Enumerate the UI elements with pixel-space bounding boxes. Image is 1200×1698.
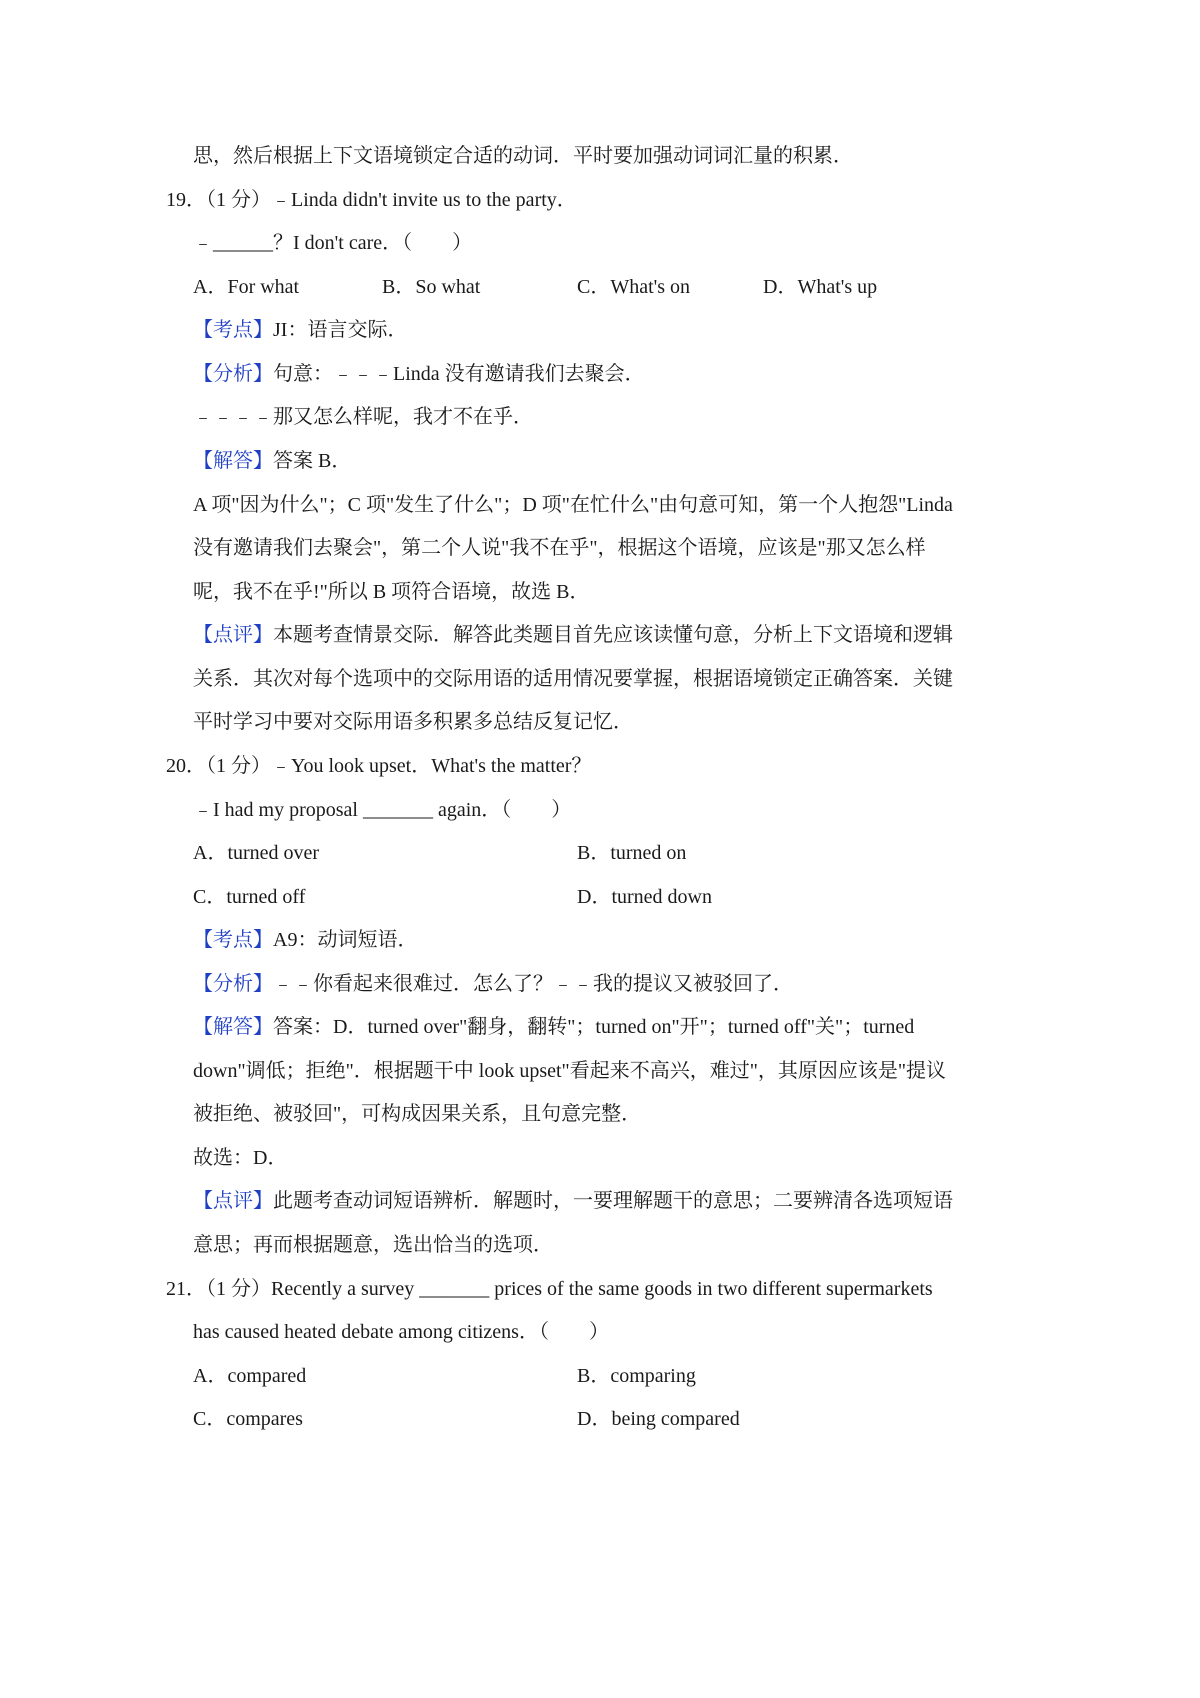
q20-fenxi — [193, 970, 793, 998]
text-line: A 项"因为什么"；C 项"发生了什么"；D 项"在忙什么"由句意可知，第一个人抱怨"Linda — [193, 494, 953, 516]
option-d: D．What's up — [763, 276, 878, 298]
text-line: 呢，我不在乎!"所以 B 项符合语境，故选 B． — [193, 581, 590, 603]
option-b: B．comparing — [577, 1365, 696, 1387]
text-line: 意思；再而根据题意，选出恰当的选项． — [193, 1234, 553, 1256]
option-b: B．So what — [382, 276, 481, 298]
fenxi-text: 句意：﹣﹣﹣Linda 没有邀请我们去聚会． — [273, 363, 645, 385]
option-d: D．turned down — [577, 886, 712, 908]
question-20-stem: 20．（1 分）﹣You look upset．What's the matter？ — [166, 755, 592, 777]
kaodian-tag: 【考点】 — [193, 319, 273, 341]
question-19-stem: 19．（1 分）﹣Linda didn't invite us to the party． — [166, 189, 577, 211]
text-line: 没有邀请我们去聚会"，第二个人说"我不在乎"，根据这个语境，应该是"那又怎么样 — [193, 537, 926, 559]
q20-jieda — [193, 1013, 914, 1041]
option-a: A．turned over — [193, 842, 320, 864]
dianping-tag: 【点评】 — [193, 624, 273, 646]
dianping-text: 本题考查情景交际．解答此类题目首先应该读懂句意，分析上下文语境和逻辑 — [273, 624, 953, 646]
q19-kaodian — [193, 316, 407, 344]
kaodian-tag: 【考点】 — [193, 929, 273, 951]
text-line: down"调低；拒绝"．根据题干中 look upset"看起来不高兴，难过"，其原因应该是"提议 — [193, 1060, 947, 1082]
text-line: ﹣﹣﹣﹣那又怎么样呢，我才不在乎． — [193, 406, 533, 428]
text-line: 关系．其次对每个选项中的交际用语的适用情况要掌握，根据语境锁定正确答案．关键 — [193, 668, 953, 690]
q19-fenxi — [193, 360, 645, 388]
fenxi-text: ﹣﹣你看起来很难过．怎么了？﹣﹣我的提议又被驳回了． — [273, 973, 793, 995]
jieda-text: 答案 B． — [273, 450, 352, 472]
text-line: 平时学习中要对交际用语多积累多总结反复记忆． — [193, 711, 633, 733]
question-19-stem-reply: ﹣______？I don't care．（ ） — [193, 232, 473, 254]
fenxi-tag: 【分析】 — [193, 973, 273, 995]
option-c: C．What's on — [577, 276, 691, 298]
question-21-stem: 21．（1 分）Recently a survey _______ prices of the same goods in two different supermarkets — [166, 1278, 933, 1300]
option-c: C．compares — [193, 1408, 303, 1430]
option-d: D．being compared — [577, 1408, 740, 1430]
kaodian-text: JI：语言交际． — [273, 319, 408, 341]
dianping-tag: 【点评】 — [193, 1190, 273, 1212]
q20-dianping — [193, 1187, 953, 1215]
jieda-tag: 【解答】 — [193, 450, 273, 472]
option-c: C．turned off — [193, 886, 306, 908]
q19-dianping — [193, 621, 953, 649]
jieda-text: 答案：D．turned over"翻身，翻转"；turned on"开"；turned off"关"；turned — [273, 1016, 915, 1038]
text-line: 故选：D． — [193, 1147, 288, 1169]
text-line: 被拒绝、被驳回"，可构成因果关系，且句意完整． — [193, 1103, 642, 1125]
question-20-stem-reply: ﹣I had my proposal _______ again．（ ） — [193, 799, 572, 821]
option-a: A．compared — [193, 1365, 307, 1387]
question-21-stem-cont: has caused heated debate among citizens．（ ） — [193, 1321, 609, 1343]
fenxi-tag: 【分析】 — [193, 363, 273, 385]
jieda-tag: 【解答】 — [193, 1016, 273, 1038]
option-a: A．For what — [193, 276, 300, 298]
q20-kaodian — [193, 926, 417, 954]
text-line: 思，然后根据上下文语境锁定合适的动词．平时要加强动词词汇量的积累． — [193, 145, 853, 167]
dianping-text: 此题考查动词短语辨析．解题时，一要理解题干的意思；二要辨清各选项短语 — [273, 1190, 953, 1212]
q19-jieda — [193, 447, 351, 475]
kaodian-text: A9：动词短语． — [273, 929, 418, 951]
option-b: B．turned on — [577, 842, 687, 864]
